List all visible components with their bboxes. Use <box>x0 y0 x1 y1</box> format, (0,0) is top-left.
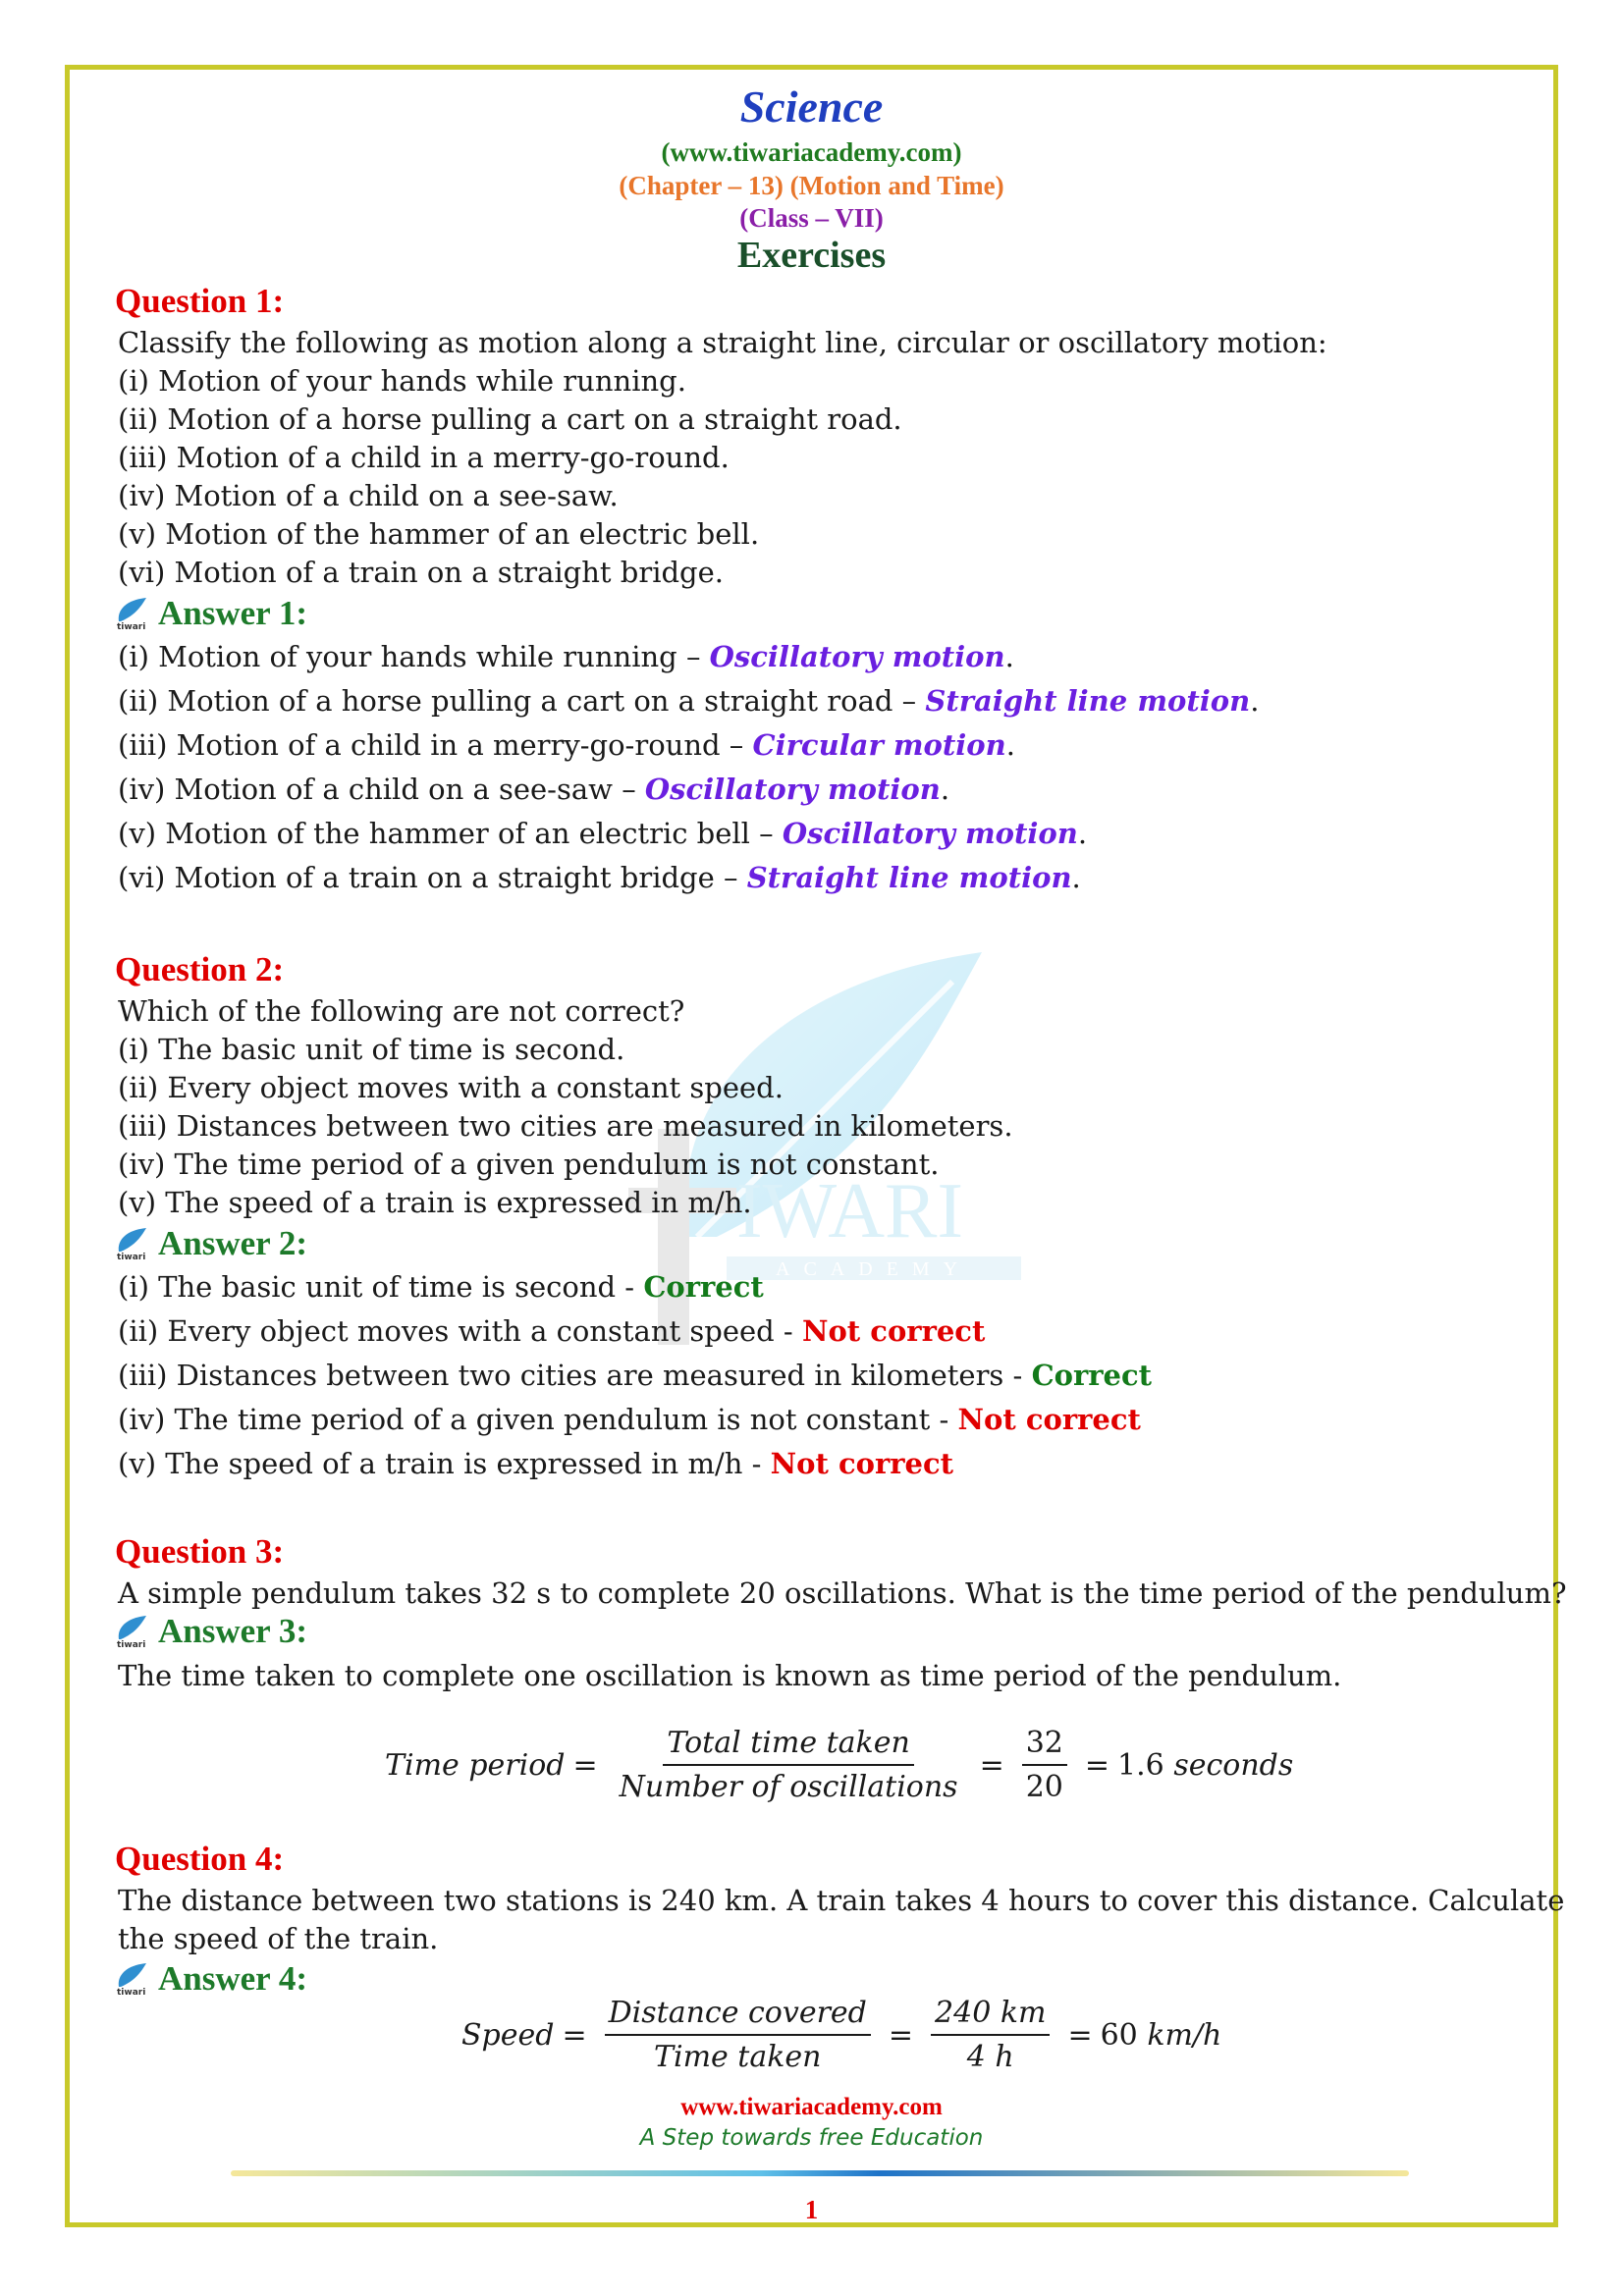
question-3-heading: Question 3: <box>115 1532 285 1571</box>
answer-2-label: Answer 2: <box>158 1224 307 1262</box>
answer-2-item: (v) The speed of a train is expressed in m/h - Not correct <box>118 1447 954 1480</box>
page-number: 1 <box>804 2195 819 2224</box>
answer-4-label: Answer 4: <box>158 1959 307 1998</box>
question-1-heading: Question 1: <box>115 282 285 320</box>
footer-tagline: A Step towards free Education <box>639 2125 984 2151</box>
answer-1-heading <box>115 594 307 633</box>
header-site: (www.tiwariacademy.com) <box>661 137 962 167</box>
svg-text:tiwari: tiwari <box>117 1253 146 1261</box>
question-4-line: the speed of the train. <box>118 1922 439 1955</box>
question-2-line: Which of the following are not correct? <box>118 994 685 1028</box>
speed-formula: Speed = $\frac{\text{Distance covered}}{\text{Time taken}}$ = $\frac{240 km}{4 h}$ = 60 km/h <box>461 1996 1222 2074</box>
question-1-line: (ii) Motion of a horse pulling a cart on a straight road. <box>118 402 902 436</box>
time-period-formula: Time period = $\frac{\text{Total time taken}}{\text{Number of oscillations}}$ = $\frac{32}{20}$ = 1.6 seconds <box>385 1726 1294 1804</box>
tiwari-logo-icon <box>115 1961 150 1997</box>
answer-1-label: Answer 1: <box>158 594 307 632</box>
answer-1-item: (iv) Motion of a child on a see-saw – Oscillatory motion. <box>118 773 950 806</box>
answer-1-item: (iii) Motion of a child in a merry-go-round – Circular motion. <box>118 728 1015 762</box>
question-2-line: (v) The speed of a train is expressed in m/h. <box>118 1186 752 1219</box>
answer-2-item: (i) The basic unit of time is second - Correct <box>118 1270 764 1304</box>
answer-2-item: (iv) The time period of a given pendulum is not constant - Not correct <box>118 1403 1141 1436</box>
header-class: (Class – VII) <box>739 203 884 233</box>
question-3-text: A simple pendulum takes 32 s to complete 20 oscillations. What is the time period of the pendulum? <box>118 1576 1567 1610</box>
question-2-line: (iv) The time period of a given pendulum is not constant. <box>118 1148 940 1181</box>
footer-divider <box>231 2170 1409 2176</box>
answer-1-item: (ii) Motion of a horse pulling a cart on a straight road – Straight line motion. <box>118 684 1260 718</box>
answer-3-text: The time taken to complete one oscillation is known as time period of the pendulum. <box>118 1659 1342 1692</box>
answer-1-item: (v) Motion of the hammer of an electric bell – Oscillatory motion. <box>118 817 1088 850</box>
question-1-line: (vi) Motion of a train on a straight bridge. <box>118 556 724 589</box>
answer-2-item: (ii) Every object moves with a constant speed - Not correct <box>118 1314 986 1348</box>
question-2-heading: Question 2: <box>115 950 285 988</box>
answer-2-item: (iii) Distances between two cities are measured in kilometers - Correct <box>118 1359 1153 1392</box>
page-title: Science <box>739 81 884 132</box>
answer-4-heading <box>115 1959 307 1999</box>
question-1-line: (iv) Motion of a child on a see-saw. <box>118 479 619 512</box>
tiwari-logo-icon <box>115 1614 150 1649</box>
tiwari-logo-icon <box>115 1226 150 1261</box>
question-4-line: The distance between two stations is 240 km. A train takes 4 hours to cover this distance. Calculate <box>118 1884 1565 1917</box>
question-1-line: (i) Motion of your hands while running. <box>118 364 686 398</box>
tiwari-logo-icon <box>115 596 150 631</box>
question-1-line: Classify the following as motion along a straight line, circular or oscillatory motion: <box>118 326 1327 359</box>
section-heading: Exercises <box>736 235 887 276</box>
question-1-line: (v) Motion of the hammer of an electric bell. <box>118 517 760 551</box>
svg-text:tiwari: tiwari <box>117 1988 146 1997</box>
question-2-line: (i) The basic unit of time is second. <box>118 1033 625 1066</box>
watermark-subtext: ACADEMY <box>776 1258 972 1280</box>
header-chapter: (Chapter – 13) (Motion and Time) <box>619 171 1004 200</box>
answer-1-item: (vi) Motion of a train on a straight bridge – Straight line motion. <box>118 861 1081 894</box>
footer-site-link[interactable]: www.tiwariacademy.com <box>680 2094 943 2120</box>
answer-3-label: Answer 3: <box>158 1612 307 1650</box>
answer-2-heading <box>115 1224 307 1263</box>
question-4-heading: Question 4: <box>115 1840 285 1878</box>
watermark-text: IWARI <box>736 1168 964 1255</box>
question-2-line: (ii) Every object moves with a constant speed. <box>118 1071 784 1104</box>
svg-text:tiwari: tiwari <box>117 622 146 631</box>
question-2-line: (iii) Distances between two cities are measured in kilometers. <box>118 1109 1013 1143</box>
question-1-line: (iii) Motion of a child in a merry-go-round. <box>118 441 730 474</box>
answer-1-item: (i) Motion of your hands while running – Oscillatory motion. <box>118 640 1014 673</box>
svg-text:tiwari: tiwari <box>117 1640 146 1649</box>
answer-3-heading <box>115 1612 307 1651</box>
